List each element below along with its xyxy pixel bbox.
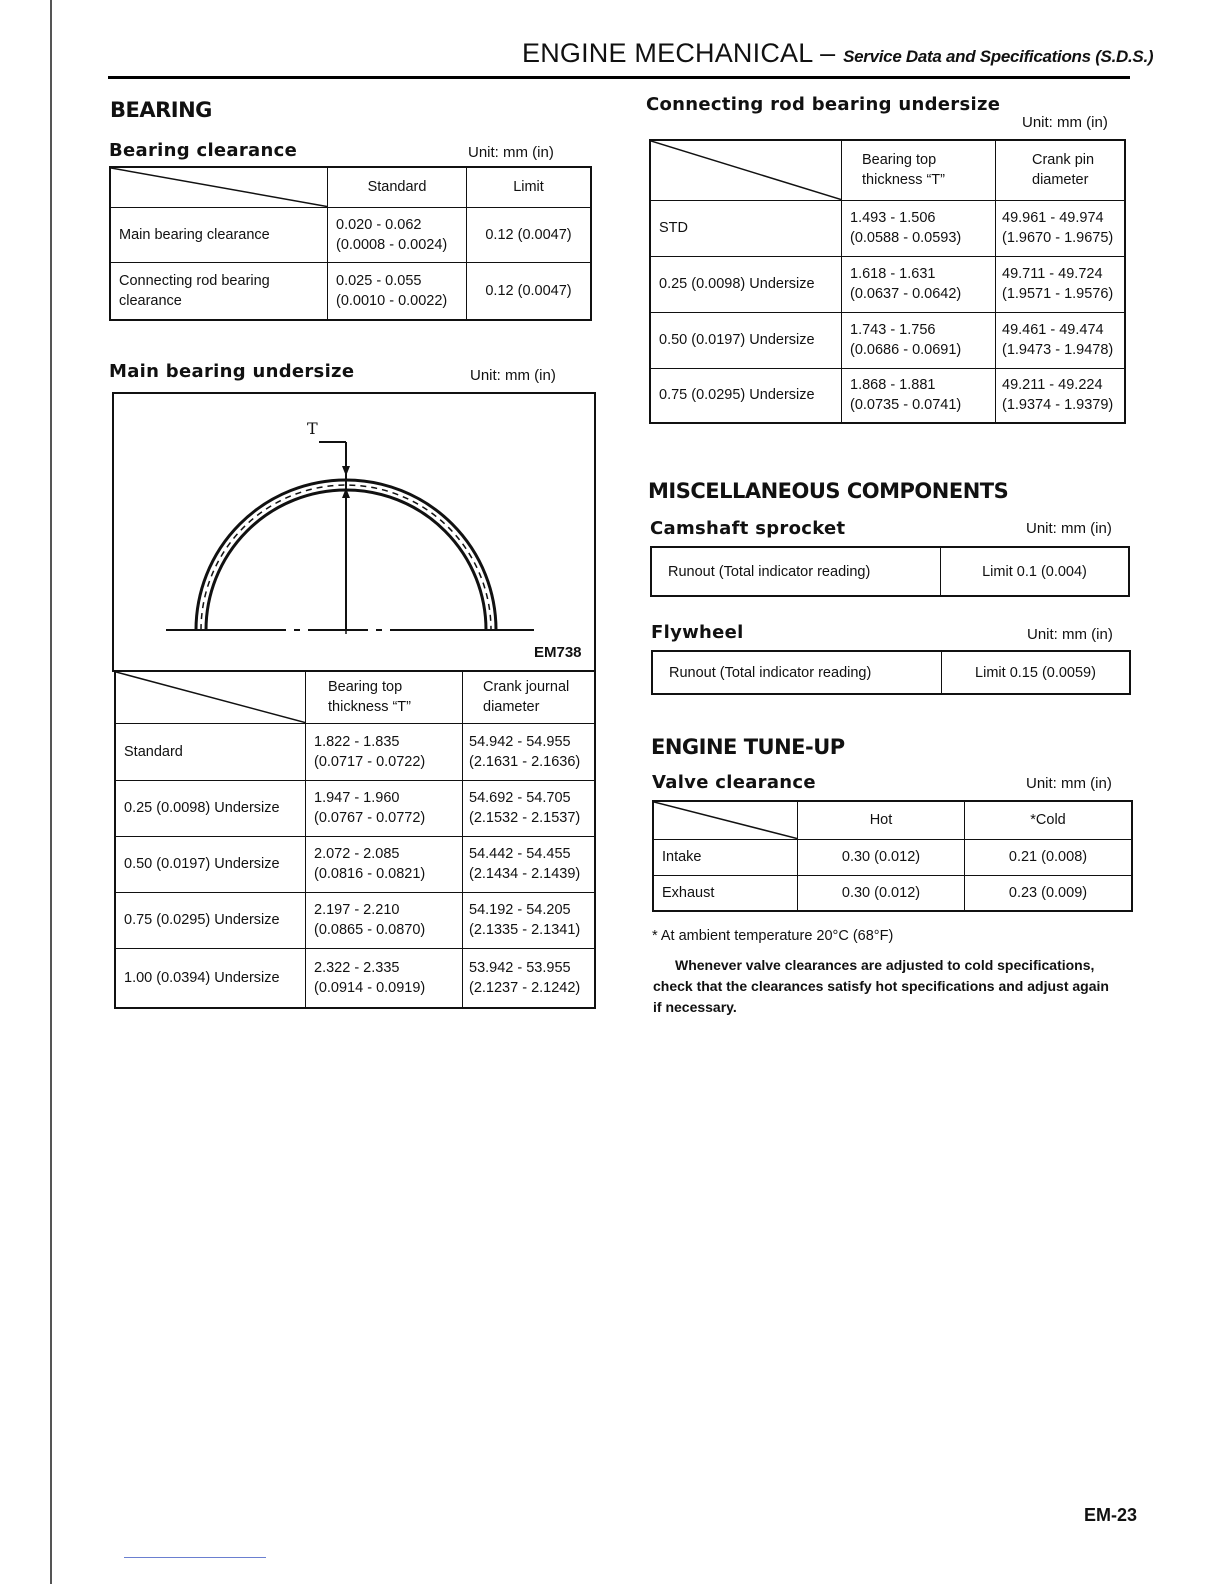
- standard-cell: 0.025 - 0.055 (0.0010 - 0.0022): [328, 262, 467, 320]
- camshaft-unit: Unit: mm (in): [1026, 520, 1112, 537]
- binding-line: [50, 0, 52, 1584]
- main-bearing-undersize-unit: Unit: mm (in): [470, 367, 556, 384]
- header-rule: [108, 76, 1130, 79]
- diameter-cell: 49.711 - 49.724 (1.9571 - 1.9576): [996, 256, 1126, 312]
- flywheel-unit: Unit: mm (in): [1027, 626, 1113, 643]
- column-header-standard: Standard: [328, 167, 467, 207]
- table-row: [650, 256, 1125, 312]
- table-row: [653, 839, 1132, 875]
- thickness-cell: 1.822 - 1.835 (0.0717 - 0.0722): [306, 723, 463, 780]
- row-label: 0.75 (0.0295) Undersize: [115, 892, 306, 948]
- conrod-undersize-unit: Unit: mm (in): [1022, 114, 1108, 131]
- bearing-shell-drawing: [114, 394, 594, 672]
- table-row: [115, 723, 595, 780]
- misc-heading: MISCELLANEOUS COMPONENTS: [648, 479, 1009, 503]
- conrod-undersize-heading: Connecting rod bearing undersize: [646, 94, 1001, 115]
- column-header-thickness: Bearing top thickness “T”: [306, 671, 463, 723]
- table-header-row: [653, 801, 1132, 839]
- bearing-heading: BEARING: [110, 98, 212, 122]
- diameter-cell: 54.942 - 54.955 (2.1631 - 2.1636): [463, 723, 596, 780]
- diameter-cell: 49.961 - 49.974 (1.9670 - 1.9675): [996, 200, 1126, 256]
- column-header-hot: Hot: [798, 801, 965, 839]
- row-label: 0.25 (0.0098) Undersize: [650, 256, 842, 312]
- limit-cell: 0.12 (0.0047): [467, 207, 592, 262]
- ambient-footnote: * At ambient temperature 20°C (68°F): [652, 928, 894, 944]
- flywheel-table: [651, 650, 1131, 695]
- row-label: 0.25 (0.0098) Undersize: [115, 780, 306, 836]
- table-row: [650, 312, 1125, 368]
- bearing-clearance-unit: Unit: mm (in): [468, 144, 554, 161]
- valve-clearance-unit: Unit: mm (in): [1026, 775, 1112, 792]
- standard-cell: 0.020 - 0.062 (0.0008 - 0.0024): [328, 207, 467, 262]
- page-header: [522, 38, 1153, 69]
- flywheel-heading: Flywheel: [651, 622, 744, 643]
- table-row: [650, 200, 1125, 256]
- column-header-thickness: Bearing top thickness “T”: [842, 140, 996, 200]
- diameter-cell: 54.192 - 54.205 (2.1335 - 2.1341): [463, 892, 596, 948]
- tuneup-heading: ENGINE TUNE-UP: [651, 735, 845, 759]
- camshaft-table: [650, 546, 1130, 597]
- header-dash: –: [812, 38, 844, 68]
- row-label: Standard: [115, 723, 306, 780]
- table-row: [110, 207, 591, 262]
- conrod-undersize-table: [649, 139, 1126, 424]
- row-label: Connecting rod bearing clearance: [110, 262, 328, 320]
- diagonal-corner-cell: [115, 671, 306, 723]
- diagonal-corner-cell: [110, 167, 328, 207]
- row-label: Intake: [653, 839, 798, 875]
- hot-cell: 0.30 (0.012): [798, 875, 965, 911]
- table-header-row: [650, 140, 1125, 200]
- thickness-cell: 1.868 - 1.881 (0.0735 - 0.0741): [842, 368, 996, 423]
- thickness-cell: 1.618 - 1.631 (0.0637 - 0.0642): [842, 256, 996, 312]
- row-label: 1.00 (0.0394) Undersize: [115, 948, 306, 1008]
- row-label: Main bearing clearance: [110, 207, 328, 262]
- cold-cell: 0.21 (0.008): [965, 839, 1133, 875]
- row-label: 0.50 (0.0197) Undersize: [115, 836, 306, 892]
- column-header-diameter: Crank journal diameter: [463, 671, 596, 723]
- bearing-figure: [112, 392, 596, 672]
- limit-cell: Limit 0.1 (0.004): [941, 547, 1130, 596]
- table-row: [115, 836, 595, 892]
- diameter-cell: 53.942 - 53.955 (2.1237 - 2.1242): [463, 948, 596, 1008]
- cold-cell: 0.23 (0.009): [965, 875, 1133, 911]
- thickness-cell: 2.072 - 2.085 (0.0816 - 0.0821): [306, 836, 463, 892]
- thickness-cell: 1.493 - 1.506 (0.0588 - 0.0593): [842, 200, 996, 256]
- column-header-limit: Limit: [467, 167, 592, 207]
- page-number: EM-23: [1084, 1505, 1138, 1525]
- row-label: Runout (Total indicator reading): [651, 547, 941, 596]
- header-subtitle: Service Data and Specifications (S.D.S.): [843, 47, 1154, 66]
- row-label: STD: [650, 200, 842, 256]
- main-bearing-undersize-heading: Main bearing undersize: [109, 361, 355, 382]
- column-header-cold: *Cold: [965, 801, 1133, 839]
- table-row: [650, 368, 1125, 423]
- row-label: 0.50 (0.0197) Undersize: [650, 312, 842, 368]
- table-row: [652, 651, 1130, 694]
- diameter-cell: 49.461 - 49.474 (1.9473 - 1.9478): [996, 312, 1126, 368]
- table-header-row: [110, 167, 591, 207]
- table-row: [115, 892, 595, 948]
- diagonal-corner-cell: [650, 140, 842, 200]
- figure-code: EM738: [534, 644, 582, 661]
- bearing-clearance-heading: Bearing clearance: [109, 140, 298, 161]
- valve-clearance-table: [652, 800, 1133, 912]
- limit-cell: 0.12 (0.0047): [467, 262, 592, 320]
- thickness-cell: 1.743 - 1.756 (0.0686 - 0.0691): [842, 312, 996, 368]
- table-row: [115, 948, 595, 1008]
- hot-cell: 0.30 (0.012): [798, 839, 965, 875]
- table-row: [110, 262, 591, 320]
- valve-clearance-heading: Valve clearance: [652, 772, 816, 793]
- diameter-cell: 54.442 - 54.455 (2.1434 - 2.1439): [463, 836, 596, 892]
- thickness-cell: 2.197 - 2.210 (0.0865 - 0.0870): [306, 892, 463, 948]
- cold-spec-note: Whenever valve clearances are adjusted to cold specifications, check that the clearances satisfy hot specifications and adjust again if necessary.: [653, 957, 1109, 1015]
- diameter-cell: 54.692 - 54.705 (2.1532 - 2.1537): [463, 780, 596, 836]
- main-bearing-undersize-table: [114, 670, 596, 1009]
- row-label: 0.75 (0.0295) Undersize: [650, 368, 842, 423]
- bearing-clearance-table: [109, 166, 592, 321]
- table-header-row: [115, 671, 595, 723]
- t-label: T: [307, 419, 318, 438]
- diagonal-corner-cell: [653, 801, 798, 839]
- footer-mark: [124, 1557, 266, 1558]
- camshaft-heading: Camshaft sprocket: [650, 518, 846, 539]
- diameter-cell: 49.211 - 49.224 (1.9374 - 1.9379): [996, 368, 1126, 423]
- table-row: [653, 875, 1132, 911]
- row-label: Runout (Total indicator reading): [652, 651, 942, 694]
- thickness-cell: 1.947 - 1.960 (0.0767 - 0.0772): [306, 780, 463, 836]
- limit-cell: Limit 0.15 (0.0059): [942, 651, 1131, 694]
- row-label: Exhaust: [653, 875, 798, 911]
- table-row: [115, 780, 595, 836]
- column-header-diameter: Crank pin diameter: [996, 140, 1126, 200]
- table-row: [651, 547, 1129, 596]
- thickness-cell: 2.322 - 2.335 (0.0914 - 0.0919): [306, 948, 463, 1008]
- header-title: ENGINE MECHANICAL: [522, 38, 813, 68]
